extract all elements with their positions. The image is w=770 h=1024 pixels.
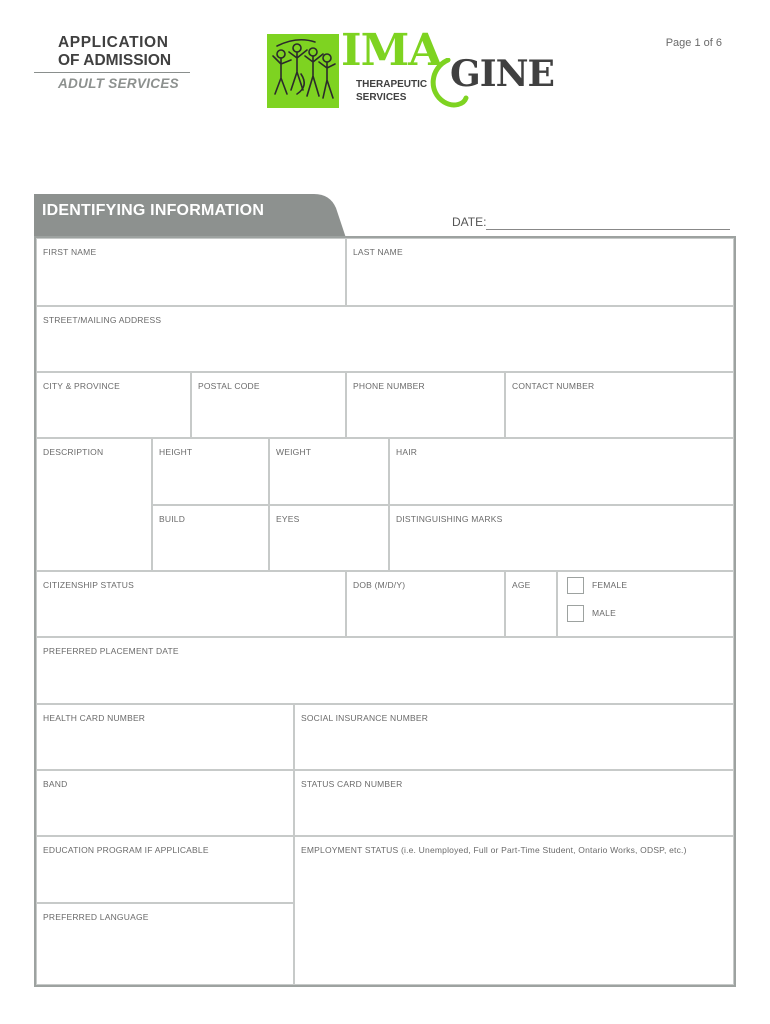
height-label: HEIGHT — [159, 447, 193, 457]
description-label: DESCRIPTION — [43, 447, 104, 457]
date-label: DATE: — [452, 215, 487, 229]
first-name-label: FIRST NAME — [43, 247, 97, 257]
page-indicator: Page 1 of 6 — [665, 37, 722, 49]
preferred-language-field[interactable] — [36, 903, 294, 985]
band-label: BAND — [43, 779, 68, 789]
form-title-line2: OF ADMISSION — [58, 52, 172, 69]
logo-wordmark-part2: GINE — [450, 53, 554, 95]
first-name-field[interactable] — [36, 238, 346, 306]
employment-status-label: EMPLOYMENT STATUS (i.e. Unemployed, Full or Part-Time Student, Ontario Works, ODSP, etc.) — [301, 845, 687, 855]
identifying-info-form — [34, 236, 736, 987]
female-checkbox[interactable] — [567, 577, 584, 594]
preferred-placement-date-field[interactable] — [36, 637, 734, 704]
age-label: AGE — [512, 580, 531, 590]
distinguishing-marks-field[interactable] — [389, 505, 734, 571]
male-label: MALE — [592, 608, 616, 618]
male-checkbox[interactable] — [567, 605, 584, 622]
citizenship-status-field[interactable] — [36, 571, 346, 637]
city-province-field[interactable] — [36, 372, 191, 438]
street-address-label: STREET/MAILING ADDRESS — [43, 315, 162, 325]
city-province-label: CITY & PROVINCE — [43, 381, 120, 391]
health-card-number-label: HEALTH CARD NUMBER — [43, 713, 146, 723]
postal-code-field[interactable] — [191, 372, 346, 438]
weight-label: WEIGHT — [276, 447, 312, 457]
form-title-line1: APPLICATION — [58, 34, 169, 51]
hair-field[interactable] — [389, 438, 734, 505]
status-card-number-label: STATUS CARD NUMBER — [301, 779, 403, 789]
form-subtitle: ADULT SERVICES — [58, 76, 179, 91]
employment-status-field[interactable] — [294, 836, 734, 985]
build-label: BUILD — [159, 514, 186, 524]
gender-field — [557, 571, 734, 637]
citizenship-status-label: CITIZENSHIP STATUS — [43, 580, 134, 590]
dob-label: DOB (M/D/Y) — [353, 580, 406, 590]
status-card-number-field[interactable] — [294, 770, 734, 836]
logo-subtitle-line2: SERVICES — [356, 92, 407, 103]
social-insurance-number-label: SOCIAL INSURANCE NUMBER — [301, 713, 429, 723]
last-name-label: LAST NAME — [353, 247, 403, 257]
height-field[interactable] — [152, 438, 269, 505]
health-card-number-field[interactable] — [36, 704, 294, 770]
education-program-label: EDUCATION PROGRAM IF APPLICABLE — [43, 845, 209, 855]
phone-number-label: PHONE NUMBER — [353, 381, 425, 391]
social-insurance-number-field[interactable] — [294, 704, 734, 770]
logo-subtitle-line1: THERAPEUTIC — [356, 79, 428, 90]
preferred-placement-date-label: PREFERRED PLACEMENT DATE — [43, 646, 179, 656]
street-address-field[interactable] — [36, 306, 734, 372]
contact-number-field[interactable] — [505, 372, 734, 438]
age-field[interactable] — [505, 571, 557, 637]
hair-label: HAIR — [396, 447, 418, 457]
title-divider — [34, 72, 190, 73]
contact-number-label: CONTACT NUMBER — [512, 381, 595, 391]
build-field[interactable] — [152, 505, 269, 571]
preferred-language-label: PREFERRED LANGUAGE — [43, 912, 149, 922]
distinguishing-marks-label: DISTINGUISHING MARKS — [396, 514, 503, 524]
last-name-field[interactable] — [346, 238, 734, 306]
female-label: FEMALE — [592, 580, 628, 590]
section-title: IDENTIFYING INFORMATION — [42, 202, 265, 219]
band-field[interactable] — [36, 770, 294, 836]
date-input[interactable] — [486, 229, 730, 230]
phone-number-field[interactable] — [346, 372, 505, 438]
education-program-field[interactable] — [36, 836, 294, 903]
postal-code-label: POSTAL CODE — [198, 381, 260, 391]
weight-field[interactable] — [269, 438, 389, 505]
logo-swash-icon — [424, 58, 472, 114]
dob-field[interactable] — [346, 571, 505, 637]
description-field — [36, 438, 152, 571]
eyes-label: EYES — [276, 514, 300, 524]
logo-figures-icon — [267, 34, 339, 108]
eyes-field[interactable] — [269, 505, 389, 571]
logo-wordmark-part1: IMA — [341, 25, 442, 76]
